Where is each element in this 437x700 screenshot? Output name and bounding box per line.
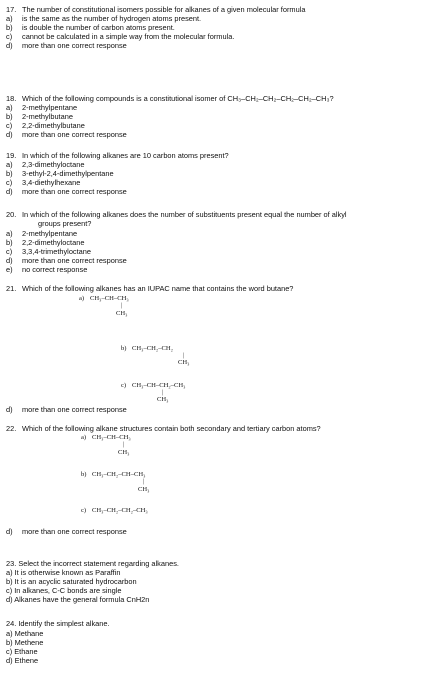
main-chain: CH₃–CH₂–CH₂ bbox=[132, 345, 173, 352]
option-letter: d) bbox=[6, 405, 13, 414]
option-b: 2,2-dimethyloctane bbox=[22, 238, 85, 247]
branch-group: CH₃ bbox=[118, 449, 130, 456]
structure-label: c) bbox=[81, 507, 87, 514]
question-number: 17. bbox=[6, 5, 17, 14]
option-a: 2-methylpentane bbox=[22, 103, 78, 112]
branch-group: CH₃ bbox=[138, 486, 150, 493]
option-letter: c) bbox=[6, 247, 13, 256]
option-a: is the same as the number of hydrogen atoms present. bbox=[22, 14, 202, 23]
option-letter: d) bbox=[6, 41, 13, 50]
option-letter: d) bbox=[6, 527, 13, 536]
main-chain: CH₃–CH–CH₃ bbox=[92, 434, 131, 441]
option-c: 3,4-diethylhexane bbox=[22, 178, 81, 187]
structure-label: c) bbox=[121, 382, 127, 389]
option-e: no correct response bbox=[22, 265, 88, 274]
option-letter: c) bbox=[6, 121, 13, 130]
question-stem: Which of the following alkanes has an IUPAC name that contains the word butane? bbox=[22, 284, 294, 293]
option-b: b) Methene bbox=[6, 638, 44, 647]
option-letter: d) bbox=[6, 130, 13, 139]
question-number: 22. bbox=[6, 424, 17, 433]
option-b: 3-ethyl-2,4-dimethylpentane bbox=[22, 169, 114, 178]
option-d: more than one correct response bbox=[22, 256, 127, 265]
question-stem: The number of constitutional isomers possible for alkanes of a given molecular formula bbox=[22, 5, 306, 14]
main-chain: CH₃–CH₂–CH–CH₃ bbox=[92, 471, 146, 478]
option-c: c) In alkanes, C-C bonds are single bbox=[6, 586, 122, 595]
structure-label: b) bbox=[121, 345, 127, 352]
branch-group: CH₃ bbox=[116, 310, 128, 317]
option-letter: e) bbox=[6, 265, 13, 274]
question-number: 20. bbox=[6, 210, 17, 219]
question-number: 21. bbox=[6, 284, 17, 293]
option-c: 3,3,4-trimethyloctane bbox=[22, 247, 92, 256]
option-d: d) Ethene bbox=[6, 656, 39, 665]
option-b: 2-methylbutane bbox=[22, 112, 73, 121]
bond-line: | bbox=[143, 479, 145, 485]
option-b: is double the number of carbon atoms present. bbox=[22, 23, 175, 32]
option-letter: b) bbox=[6, 238, 13, 247]
question-stem: Which of the following compounds is a constitutional isomer of CH₃–CH₂–CH₂–CH₂–CH₂–CH₃? bbox=[22, 94, 334, 103]
question-number: 18. bbox=[6, 94, 17, 103]
option-letter: a) bbox=[6, 103, 13, 112]
question-number: 19. bbox=[6, 151, 17, 160]
option-letter: d) bbox=[6, 187, 13, 196]
bond-line: | bbox=[162, 390, 164, 396]
main-chain: CH₃–CH₂–CH₂–CH₃ bbox=[92, 507, 148, 514]
bond-line: | bbox=[183, 353, 185, 359]
option-a: a) Methane bbox=[6, 629, 44, 638]
option-letter: a) bbox=[6, 14, 13, 23]
question-stem: 23. Select the incorrect statement regarding alkanes. bbox=[6, 559, 179, 568]
option-letter: a) bbox=[6, 229, 13, 238]
question-stem: In which of the following alkanes are 10 carbon atoms present? bbox=[22, 151, 229, 160]
main-chain: CH₃–CH–CH₂–CH₃ bbox=[132, 382, 186, 389]
option-d: more than one correct response bbox=[22, 405, 127, 414]
option-d: d) Alkanes have the general formula CnH2n bbox=[6, 595, 150, 604]
option-letter: b) bbox=[6, 169, 13, 178]
option-b: b) It is an acyclic saturated hydrocarbon bbox=[6, 577, 137, 586]
question-stem: In which of the following alkanes does the number of substituents present equal the number of alkyl bbox=[22, 210, 347, 219]
option-d: more than one correct response bbox=[22, 187, 127, 196]
branch-group: CH₃ bbox=[178, 359, 190, 366]
option-a: 2-methylpentane bbox=[22, 229, 78, 238]
structure-label: b) bbox=[81, 471, 87, 478]
main-chain: CH₃–CH–CH₃ bbox=[90, 295, 129, 302]
option-d: more than one correct response bbox=[22, 41, 127, 50]
option-c: c) Ethane bbox=[6, 647, 38, 656]
question-stem: 24. Identify the simplest alkane. bbox=[6, 619, 110, 628]
structure-label: a) bbox=[81, 434, 87, 441]
question-stem: Which of the following alkane structures contain both secondary and tertiary carbon atoms? bbox=[22, 424, 321, 433]
option-letter: c) bbox=[6, 32, 13, 41]
option-d: more than one correct response bbox=[22, 130, 127, 139]
branch-group: CH₃ bbox=[157, 396, 169, 403]
bond-line: | bbox=[123, 442, 125, 448]
bond-line: | bbox=[121, 303, 123, 309]
option-d: more than one correct response bbox=[22, 527, 127, 536]
option-letter: d) bbox=[6, 256, 13, 265]
option-letter: b) bbox=[6, 112, 13, 121]
option-a: a) It is otherwise known as Paraffin bbox=[6, 568, 121, 577]
option-a: 2,3-dimethyloctane bbox=[22, 160, 85, 169]
option-letter: c) bbox=[6, 178, 13, 187]
option-letter: b) bbox=[6, 23, 13, 32]
option-c: 2,2-dimethylbutane bbox=[22, 121, 85, 130]
option-letter: a) bbox=[6, 160, 13, 169]
question-stem-continued: groups present? bbox=[38, 219, 92, 228]
structure-label: a) bbox=[79, 295, 85, 302]
option-c: cannot be calculated in a simple way from the molecular formula. bbox=[22, 32, 235, 41]
